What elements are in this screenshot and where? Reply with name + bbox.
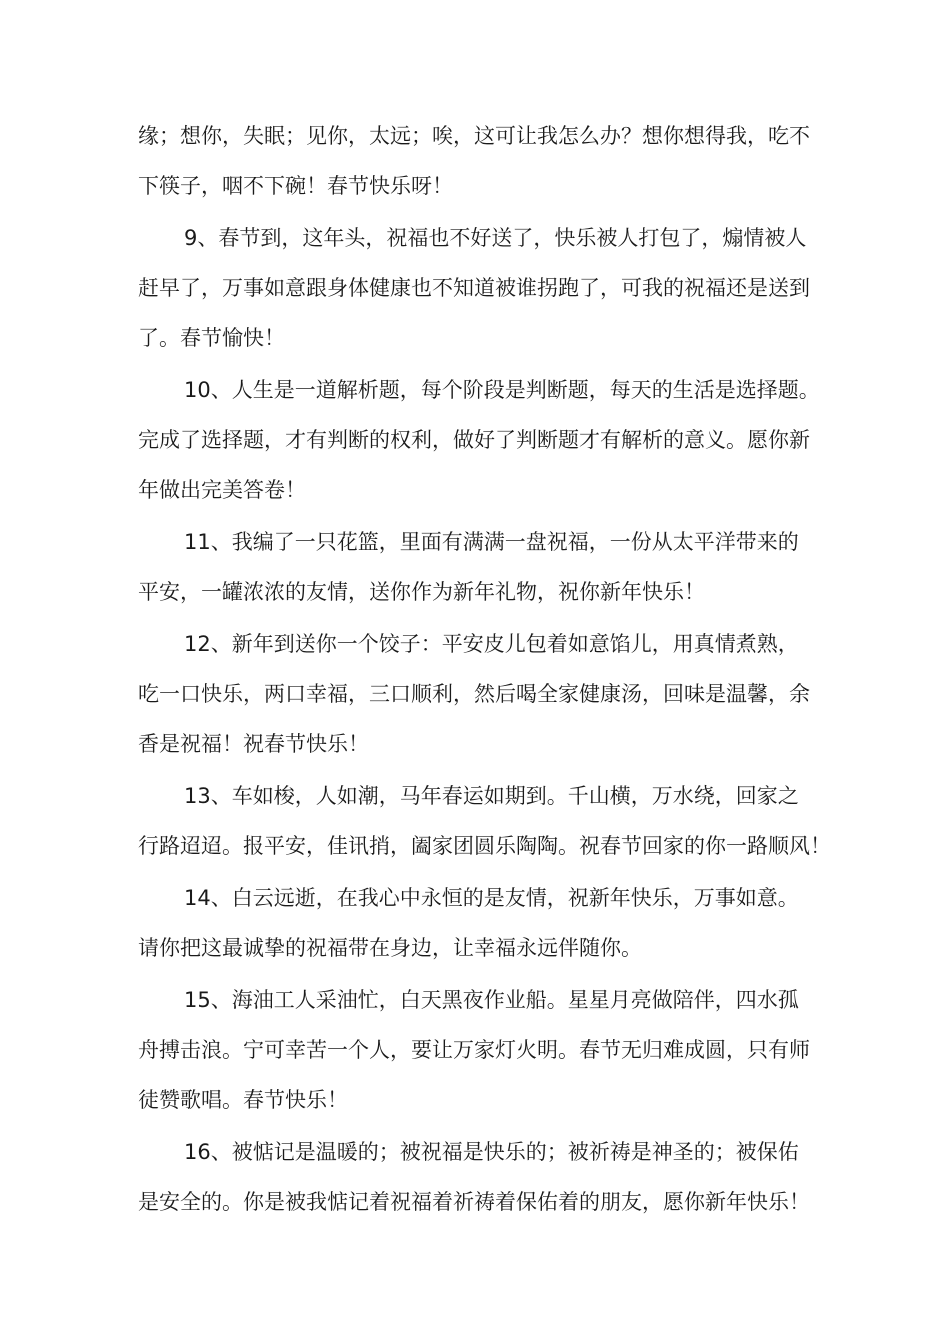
text-line: 缘；想你，失眠；见你，太远；唉，这可让我怎么办？想你想得我，吃不 [138,124,810,148]
text-line: 平安，一罐浓浓的友情，送你作为新年礼物，祝你新年快乐！ [138,580,705,604]
text-line: 是安全的。你是被我惦记着祝福着祈祷着保佑着的朋友，愿你新年快乐！ [138,1190,810,1214]
text-line: 13、车如梭，人如潮，马年春运如期到。千山横，万水绕，回家之 [184,784,799,808]
text-line: 10、人生是一道解析题，每个阶段是判断题，每天的生活是选择题。 [184,378,820,402]
paragraph-14 [138,873,828,973]
text-line: 赶早了，万事如意跟身体健康也不知道被谁拐跑了，可我的祝福还是送到 [138,276,810,300]
text-line: 舟搏击浪。宁可幸苦一个人，要让万家灯火明。春节无归难成圆，只有师 [138,1038,810,1062]
text-line: 年做出完美答卷！ [138,478,306,502]
text-line: 完成了选择题，才有判断的权利，做好了判断题才有解析的意义。愿你新 [138,428,810,452]
text-line: 14、白云远逝，在我心中永恒的是友情，祝新年快乐，万事如意。 [184,886,799,910]
text-line: 香是祝福！祝春节快乐！ [138,732,369,756]
text-line: 16、被惦记是温暖的；被祝福是快乐的；被祈祷是神圣的；被保佑 [184,1140,799,1164]
paragraph-13 [138,771,831,871]
text-line: 行路迢迢。报平安，佳讯捎，阖家团圆乐陶陶。祝春节回家的你一路顺风！ [138,834,831,858]
paragraph-continued [138,111,828,211]
text-line: 9、春节到，这年头，祝福也不好送了，快乐被人打包了，煽情被人 [184,226,807,250]
text-line: 了。春节愉快！ [138,326,285,350]
text-line: 徒赞歌唱。春节快乐！ [138,1088,348,1112]
text-line: 11、我编了一只花篮，里面有满满一盘祝福，一份从太平洋带来的 [184,530,799,554]
document-body [138,111,831,1229]
paragraph-10 [138,365,828,515]
text-line: 15、海油工人采油忙，白天黑夜作业船。星星月亮做陪伴，四水孤 [184,988,799,1012]
text-line: 下筷子，咽不下碗！春节快乐呀！ [138,174,453,198]
text-line: 吃一口快乐，两口幸福，三口顺利，然后喝全家健康汤，回味是温馨，余 [138,682,810,706]
paragraph-12 [138,619,828,769]
paragraph-16 [138,1127,828,1227]
paragraph-15 [138,975,828,1125]
text-line: 12、新年到送你一个饺子：平安皮儿包着如意馅儿，用真情煮熟， [184,632,799,656]
paragraph-11 [138,517,828,617]
paragraph-9 [138,213,828,363]
text-line: 请你把这最诚挚的祝福带在身边，让幸福永远伴随你。 [138,936,642,960]
